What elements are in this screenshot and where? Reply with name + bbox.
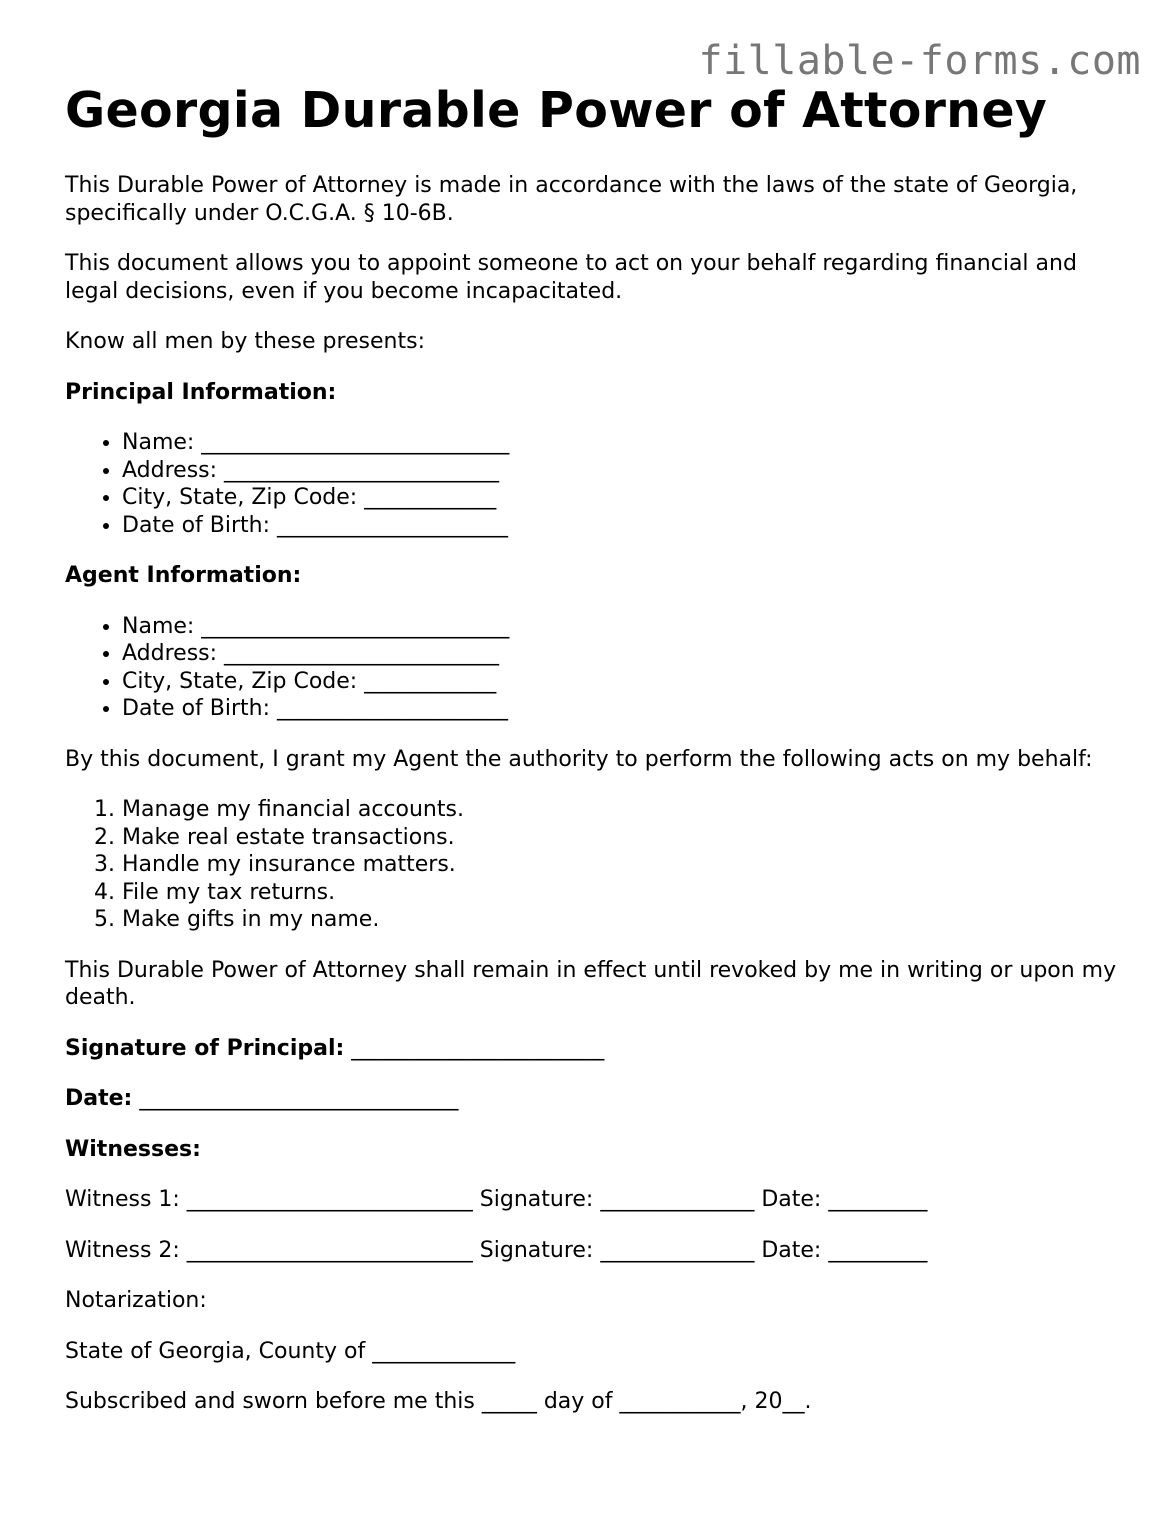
intro-paragraph-2: This document allows you to appoint someone to act on your behalf regarding financial and legal decisions, even if you become incapacitated. [65, 251, 1077, 304]
principal-address-field[interactable]: • Address: _________________________ [122, 457, 1125, 485]
date-label: Date: [65, 1086, 133, 1111]
principal-heading: Principal Information: [65, 379, 337, 405]
principal-fields [65, 429, 1125, 539]
witness-2-line[interactable]: Witness 2: __________________________ Signature: ______________ Date: _________ [65, 1237, 928, 1263]
intro-paragraph-1: This Durable Power of Attorney is made in accordance with the laws of the state of Georgia, specifically under O.C.G.A. § 10-6B. [65, 173, 1078, 226]
agent-dob-field[interactable]: • Date of Birth: _____________________ [122, 695, 1125, 723]
signature-blank[interactable]: _______________________ [351, 1035, 605, 1061]
document-page [65, 80, 1125, 1439]
watermark: fillable-forms.com [698, 38, 1141, 84]
signature-label: Signature of Principal: [65, 1035, 345, 1061]
agent-heading: Agent Information: [65, 563, 302, 588]
acts-list [65, 796, 1125, 934]
act-item: 5. Make gifts in my name. [122, 906, 1125, 934]
act-item: 2. Make real estate transactions. [122, 824, 1125, 852]
notarization-heading: Notarization: [65, 1288, 207, 1313]
agent-fields [65, 613, 1125, 723]
date-line [65, 1085, 1125, 1113]
agent-address-field[interactable]: • Address: _________________________ [122, 640, 1125, 668]
signature-line [65, 1035, 1125, 1063]
grant-paragraph: By this document, I grant my Agent the authority to perform the following acts on my behalf: [65, 746, 1093, 772]
act-item: 3. Handle my insurance matters. [122, 851, 1125, 879]
principal-name-field[interactable]: • Name: ____________________________ [122, 429, 1125, 457]
page-title: Georgia Durable Power of Attorney [65, 82, 1048, 139]
date-blank[interactable]: _____________________________ [139, 1086, 459, 1111]
agent-name-field[interactable]: • Name: ____________________________ [122, 613, 1125, 641]
witness-1-line[interactable]: Witness 1: __________________________ Signature: ______________ Date: _________ [65, 1187, 928, 1212]
principal-city-field[interactable]: • City, State, Zip Code: ____________ [122, 484, 1125, 512]
sworn-line[interactable]: Subscribed and sworn before me this _____ day of ___________, 20__. [65, 1389, 812, 1414]
witnesses-heading: Witnesses: [65, 1136, 201, 1162]
act-item: 4. File my tax returns. [122, 879, 1125, 907]
act-item: 1. Manage my financial accounts. [122, 796, 1125, 824]
effect-paragraph: This Durable Power of Attorney shall remain in effect until revoked by me in writing or upon my death. [65, 957, 1117, 1010]
intro-paragraph-3: Know all men by these presents: [65, 329, 425, 354]
principal-dob-field[interactable]: • Date of Birth: _____________________ [122, 512, 1125, 540]
agent-city-field[interactable]: • City, State, Zip Code: ____________ [122, 668, 1125, 696]
county-line[interactable]: State of Georgia, County of _____________ [65, 1338, 516, 1364]
